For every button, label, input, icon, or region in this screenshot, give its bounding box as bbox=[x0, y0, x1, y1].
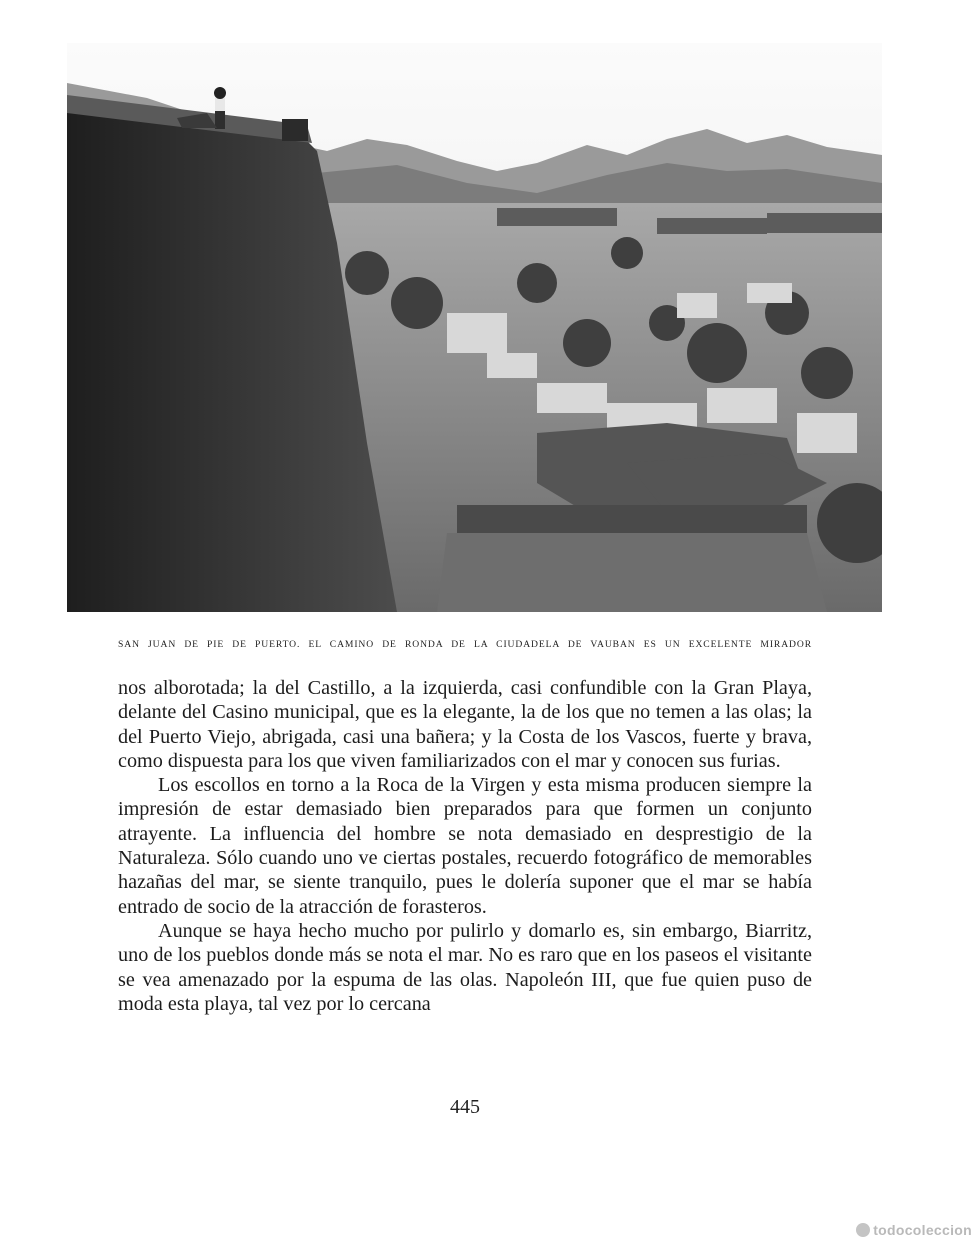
watermark-logo-icon bbox=[856, 1223, 870, 1237]
photo-caption: SAN JUAN DE PIE DE PUERTO. EL CAMINO DE RONDA DE LA CIUDADELA DE VAUBAN ES UN EXCELENTE MIRADOR bbox=[118, 639, 812, 650]
body-text bbox=[118, 676, 812, 1016]
paragraph-continuation: nos alborotada; la del Castillo, a la izquierda, casi confundible con la Gran Playa, delante del Casino municipal, que es la elegante, la de los que no temen a las olas; la del Puerto Viejo, abrigada, casi una bañera; y la Costa de los Vascos, fuerte y brava, como dispuesta para los que viven familiarizados con el mar y conocen sus furias. bbox=[118, 677, 812, 772]
watermark-text: todocoleccion bbox=[873, 1222, 972, 1238]
paragraph-biarritz: Aunque se haya hecho mucho por pulirlo y domarlo es, sin embargo, Biarritz, uno de los pueblos donde más se nota el mar. No es raro que en los paseos el visitante se vea amenazado por la espuma de las olas. Napoleón III, que fue quien puso de moda esta playa, tal vez por lo cercana bbox=[118, 919, 812, 1015]
citadel-photograph bbox=[67, 43, 882, 612]
page-number: 445 bbox=[450, 1096, 480, 1118]
watermark bbox=[856, 1222, 972, 1238]
paragraph-roca-de-la-virgen: Los escollos en torno a la Roca de la Virgen y esta misma producen siempre la impresión de estar demasiado bien preparados para que formen un conjunto atrayente. La influencia del hombre se nota demasiado en desprestigio de la Naturaleza. Sólo cuando uno ve ciertas postales, recuerdo fotográfico de memorables hazañas del mar, se siente tranquilo, pues le dolería suponer que el mar se había entrado de socio de la atracción de forasteros. bbox=[118, 774, 812, 918]
